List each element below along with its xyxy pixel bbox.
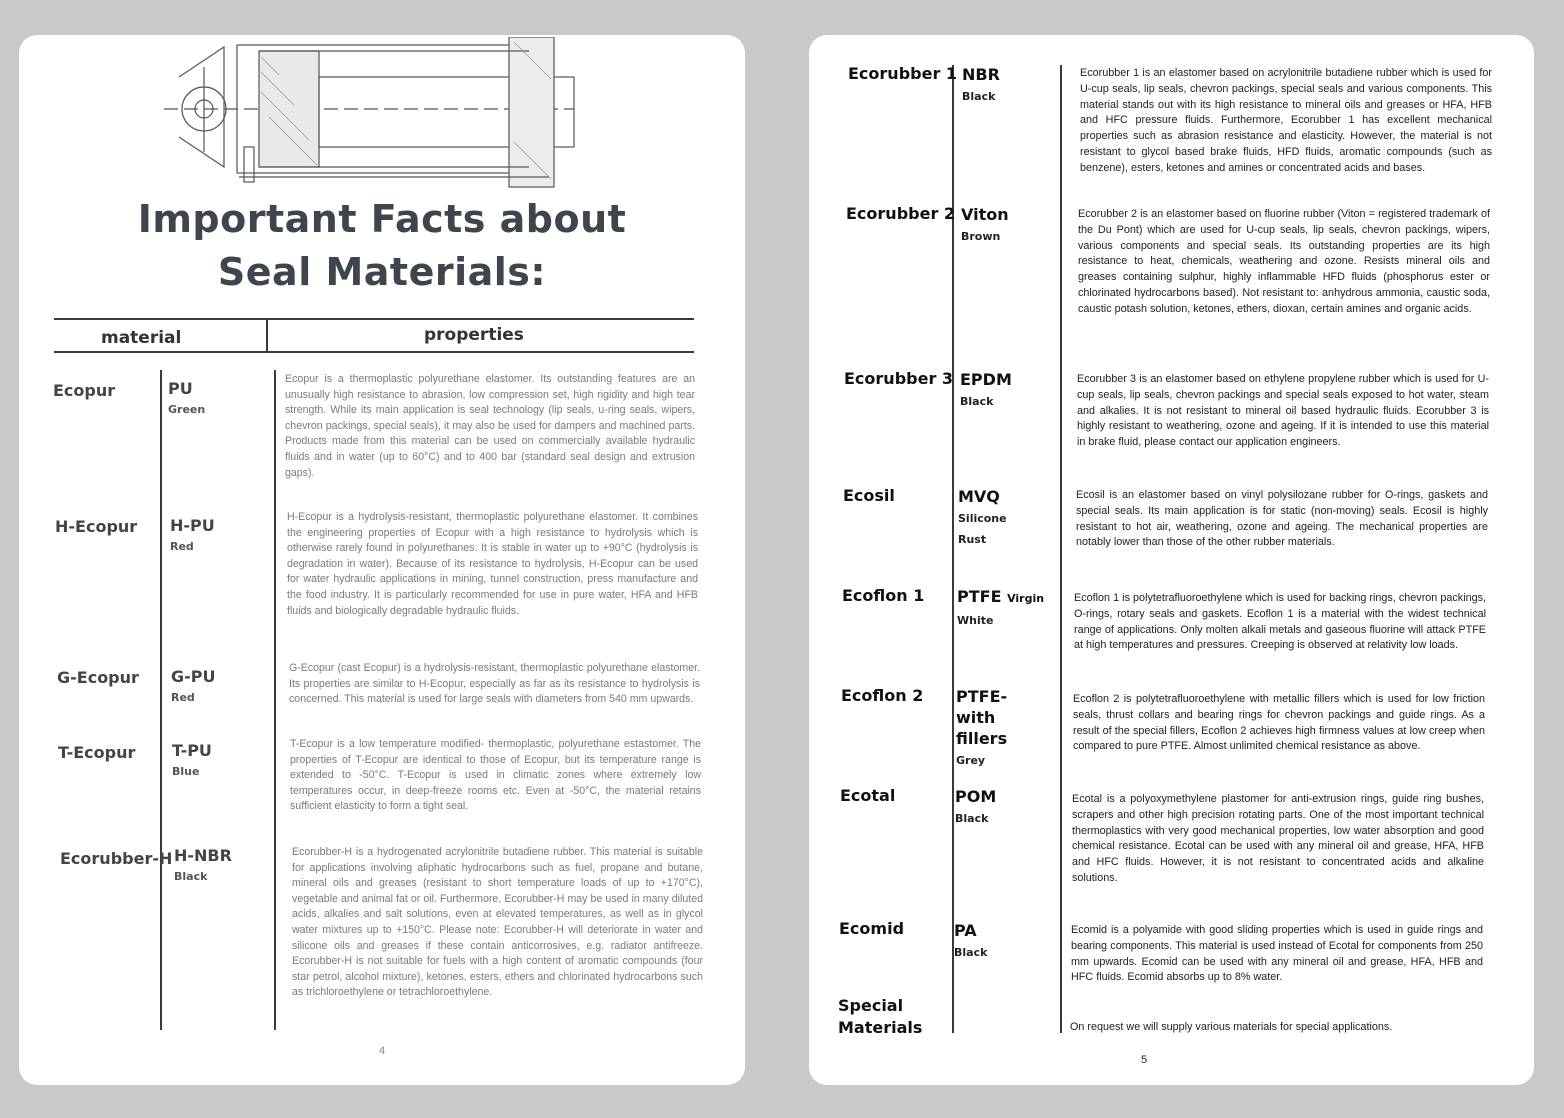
code-desc-divider [1060,65,1062,1033]
right-page [809,35,1534,1085]
material-description: Ecorubber 2 is an elastomer based on fluorine rubber (Viton = registered trademark of the Du Pont) which are used for U-cup seals, lip seals, chevron packings, wipers, various components and special seals. Its outstanding properties are its high resistance to heat, chemicals, weathering and ozone. Resists mineral oils and greases containing sulphur, highly inflammable HFD fluids (phosphorus ester or chlorinated hydrocarbons based). Not resistant to: anhydrous ammonia, caustic soda, caustic potash solution, ketones, ethers, dioxan, certain amines and organic acids. [1078,208,1490,315]
material-name: Special Materials [838,996,923,1037]
material-color: White [957,614,994,627]
material-color: Silicone Rust [958,512,1007,546]
material-name: Ecomid [839,919,905,938]
material-color: Blue [172,765,200,778]
material-description: Ecorubber 1 is an elastomer based on acrylonitrile butadiene rubber which is used for U-cup seals, lip seals, chevron packings, special seals and various components. This material stands out with its high resistance to mineral oils and greases or HFA, HFB and HFC pressure fluids. Furthermore, Ecorubber 1 has excellent mechanical properties such as abrasion resistance and elasticity. However, the material is not resistant to glycol based brake fluids, HFD fluids, aromatic compounds (such as benzene), esters, ketones and amines or concentrated acids and bases. [1080,67,1492,174]
material-name: H-Ecopur [55,517,138,536]
material-code [171,667,216,708]
header-divider [266,318,268,352]
material-code-text: POM [955,787,997,806]
material-code-text: PTFE- with fillers [956,687,1008,748]
material-code [960,369,1055,412]
material-code [958,486,1053,550]
material-name: T-Ecopur [58,743,136,762]
material-name: Ecorubber 3 [844,369,954,388]
page-title-line-1: Important Facts about [137,197,627,241]
material-description: Ecoflon 2 is polytetrafluoroethylene with metallic fillers which is used for low friction seals, thrust collars and bearing rings for chevron packings and guide rings. As a result of the special fillers, Ecoflon 2 achieves high firmness values at low creep when compared to pure PTFE. Almost unlimited chemical resistance as above. [1073,693,1485,753]
material-description: T-Ecopur is a low temperature modified- thermoplastic, polyurethane estastomer. The properties of T-Ecopur are identical to those of Ecopur, but its temperature range is extended to -50°C. T-Ecopur is used in climatic zones where extremely low temperatures occur, in deep-freeze rooms etc. Even at -50°C, the material retains sufficient elasticity to form a tight seal. [290,738,701,813]
material-code [955,786,1050,829]
material-color: Red [170,540,194,553]
material-name: Ecoflon 2 [841,686,924,705]
material-name: G-Ecopur [57,668,139,687]
material-name: Ecoflon 1 [842,586,925,605]
column-header-material: material [101,328,182,348]
table-header-rule [54,351,694,353]
material-code [962,64,1057,107]
table-top-rule [54,318,694,320]
material-name: Ecosil [843,486,895,505]
material-description: Ecopur is a thermoplastic polyurethane elastomer. Its outstanding features are an unusually high resistance to abrasion, low compression set, high rigidity and high tear strength. While its main application is seal technology (lip seals, u-ring seals, wipers, chevron packings, special seals), it may also be used for dampers and machined parts. Products made from this material can be used on commercially available hydraulic fluids and in water (up to 60°C) and to 400 bar (standard seal design and extrusion gaps). [285,373,695,479]
material-code [170,516,215,557]
material-color: Black [174,870,208,883]
material-description: Ecosil is an elastomer based on vinyl polysilozane rubber for O-rings, gaskets and special seals. Its main application is for static (non-moving) seals. Ecosil is highly resistant to hot air, weathering, ozone and ageing. The mechanical properties are notably lower than those of the other rubber materials. [1076,489,1488,549]
page-title-line-2: Seal Materials: [217,250,547,294]
material-color: Black [962,90,996,103]
material-description: Ecorubber 3 is an elastomer based on ethylene propylene rubber which is used for U-cup seals, lip seals, chevron packings and special seals exposed to hot water, steam and alkalies. It is not resistant to mineral oil based hydraulic fluids. Ecorubber 3 is highly resistant to weathering, ozone and ageing. If it is intended to use this material in brake fluid, please contact our application engineers. [1077,373,1489,449]
material-code-text: Viton [961,205,1009,224]
material-color: Black [954,946,988,959]
material-code-text: G-PU [171,667,216,686]
material-name: Ecopur [53,381,116,400]
code-desc-divider [274,370,276,1030]
material-code [961,204,1056,247]
material-description: Ecotal is a polyoxymethylene plastomer for anti-extrusion rings, guide ring bushes, scrapers and other high precision rotating parts. One of the most important technical thermoplastics with very good mechanical properties, low water absorption and good chemical resistance. Ecotal can be used with any mineral oil and grease, HFA, HFB and HFC fluids. However, it is not resistant to concentrated acids and alkaline solutions. [1072,793,1484,884]
material-code [956,686,1051,771]
material-description: G-Ecopur (cast Ecopur) is a hydrolysis-resistant, thermoplastic polyurethane elastomer. Its properties are similar to H-Ecopur, especially as far as its resistance to hydrolysis is concerned. This material is used for large seals with diameters from 540 mm upwards. [289,662,700,706]
page-number: 4 [379,1045,386,1057]
material-code-text: PTFE [957,587,1002,606]
material-code [168,379,205,420]
material-code-text: PU [168,379,193,398]
material-color: Red [171,691,195,704]
material-description: Ecomid is a polyamide with good sliding properties which is used in guide rings and bearing components. This material is used instead of Ecotal for components from 250 mm upwards. Ecomid can be used with any mineral oil and grease, HFA, HFB and HFC fluids. Ecomid absorbs up to 8% water. [1071,924,1483,984]
hydraulic-cylinder-drawing [159,37,589,189]
material-code [957,586,1052,631]
material-code-text: H-NBR [174,846,232,865]
material-code-text: NBR [962,65,1000,84]
material-code [172,741,212,782]
material-code-text: MVQ [958,487,1000,506]
material-name: Ecotal [840,786,896,805]
material-description: H-Ecopur is a hydrolysis-resistant, thermoplastic polyurethane elastomer. It combines the engineering properties of Ecopur with a high resistance to hydrolysis which is otherwise rarely found in polyurethanes. It is stable in water up to +90°C (hydrolysis is degradation in water). Because of its resistance to hydrolysis, H-Ecopur can be used for water hydraulic applications in mining, tunnel construction, press manufacture and the food industry. It is particularly recommended for use in pure water, HFA and HFB fluids and biologically degradable hydraulic fluids. [287,511,698,617]
material-code-text: H-PU [170,516,215,535]
material-code-text: PA [954,921,977,940]
material-color: Black [960,395,994,408]
material-name: Ecorubber-H [60,849,173,868]
material-color: Brown [961,230,1001,243]
material-code-text: T-PU [172,741,212,760]
material-color: Green [168,403,206,416]
column-header-properties: properties [424,325,524,345]
material-code-text: EPDM [960,370,1012,389]
material-description: Ecorubber-H is a hydrogenated acrylonitrile butadiene rubber. This material is suitable for applications involving aliphatic hydrocarbons such as fuel, propane and butane, mineral oils and greases (resistant to short temperature loads of up to +170°C), vegetable and animal fat or oil. Furthermore, Ecorubber-H may be used in many diluted acids, alkalies and salt solutions, even at elevated temperatures, as well as in glycol water mixtures up to +150°C. Please note: Ecorubber-H will deteriorate in water and silicone oils and greases if these contain anticorrosives, e.g. radiator antifreeze. Ecorubber-H is not suitable for fuels with a high content of aromatic compounds (four star petrol, alcohol mixture), ketones, esters, ethers and chlorinated hydrocarbons such as trichloroethylene or tetrachloroethylene. [292,846,703,999]
left-page [19,35,745,1085]
material-code-suffix: Virgin [1007,592,1045,605]
material-name: Ecorubber 1 [848,64,958,83]
material-color: Grey [956,754,986,767]
name-code-divider [160,370,162,1030]
material-description: On request we will supply various materials for special applications. [1070,1021,1393,1033]
material-color: Black [955,812,989,825]
material-name: Ecorubber 2 [846,204,956,223]
page-number: 5 [1141,1054,1148,1066]
material-code [954,920,1049,963]
material-code [174,846,232,887]
material-description: Ecoflon 1 is polytetrafluoroethylene which is used for backing rings, chevron packings, O-rings, rotary seals and gaskets. Ecoflon 1 is a material with the widest technical range of applications. Only molten alkali metals and gaseous fluorine will attack PTFE at high temperatures and pressures. Creeping is observed at relativity low loads. [1074,592,1486,652]
